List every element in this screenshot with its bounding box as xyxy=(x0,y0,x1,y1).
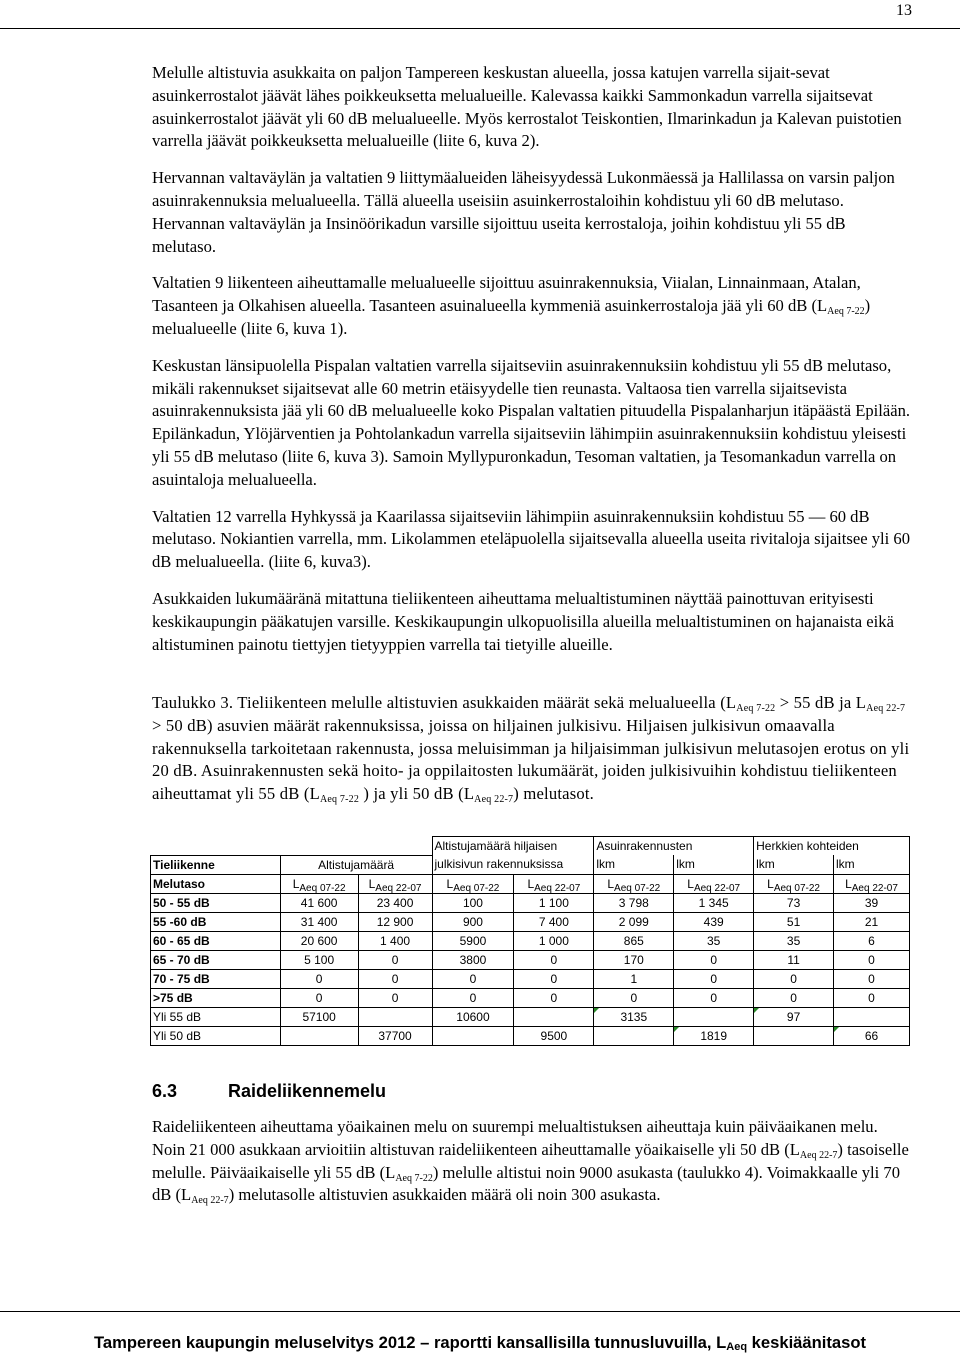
table-cell: 0 xyxy=(514,950,594,969)
table-row xyxy=(151,969,910,988)
page-number: 13 xyxy=(896,2,912,19)
table-row xyxy=(151,988,910,1007)
paragraph: Valtatien 9 liikenteen aiheuttamalle melualueelle sijoittuu asuinrakennuksia, Viialan, Linnainmaan, Atalan, Tasanteen ja Olkahisen alueella. Tasanteen asuinalueella kymmeniä asuinkerrostaloja jää yli 60 dB $(L_{Aeq 7-22})$ melualueelle (liite 6, kuva 1). xyxy=(152,273,871,338)
table-cell: 35 xyxy=(754,931,834,950)
table-cell: 0 xyxy=(432,988,514,1007)
table-cell: 0 xyxy=(358,969,432,988)
table-cell: 865 xyxy=(594,931,674,950)
table-cell: 0 xyxy=(358,950,432,969)
table-header-cell: Altistujamäärä xyxy=(280,855,432,874)
section-paragraph: Raideliikenteen aiheuttama yöaikainen melu on suurempi melualtistuksen aiheuttaja kuin päiväaikanen melu. Noin 21 000 asukkaan arvioitiin altistuvan raideliikenteen aiheuttamalle yöaikaiselle yli 50 dB $(L_{Aeq 22-7})$ tasoiselle melulle. Päiväaikaiselle yli 55 dB $(L_{Aeq 7-22})$ melulle altistui noin 9000 asukasta (taulukko 4). Voimakkaalle yli 70 dB $(L_{Aeq 22-7})$ melutasolle altistuvien asukkaiden määrä oli noin 300 asukasta. xyxy=(152,1117,909,1207)
table-cell: 0 xyxy=(358,988,432,1007)
table-cell: 5900 xyxy=(432,931,514,950)
table-header-cell: julkisivun rakennuksissa xyxy=(432,855,594,874)
header-rule xyxy=(0,28,960,29)
column-group-header: Asuinrakennusten xyxy=(594,837,754,856)
section-number: 6.3 xyxy=(152,1081,178,1101)
paragraph: Hervannan valtaväylän ja valtatien 9 liittymäalueiden läheisyydessä Lukonmäessä ja Hallilassa on varsin paljon asuinrakennuksia melualueella. Tällä alueella useisiin asuinkerrostaloihin kohdistuu yli 60 dB melutaso. Hervannan valtaväylän ja Insinöörikadun varsille sijoittuu useita kerrostaloja, joihin kohdistuu yli 55 dB melutaso. xyxy=(152,168,895,256)
table-cell: 0 xyxy=(432,969,514,988)
table-cell xyxy=(674,1007,754,1026)
table-cell: 10600 xyxy=(432,1007,514,1026)
footer-rule xyxy=(0,1311,960,1312)
table-cell: 5 100 xyxy=(280,950,358,969)
table-cell: 439 xyxy=(674,912,754,931)
table-cell: 1 100 xyxy=(514,893,594,912)
table-row xyxy=(151,950,910,969)
table-cell: 0 xyxy=(594,988,674,1007)
table-header-row xyxy=(151,874,910,893)
table-cell: 37700 xyxy=(358,1026,432,1045)
table-cell: 2 099 xyxy=(594,912,674,931)
table-cell xyxy=(594,1026,674,1045)
table-cell: 31 400 xyxy=(280,912,358,931)
table-cell: 12 900 xyxy=(358,912,432,931)
table-cell: 35 xyxy=(674,931,754,950)
table-cell: 66 xyxy=(834,1026,910,1045)
table-cell: 3135 xyxy=(594,1007,674,1026)
table-cell: 3800 xyxy=(432,950,514,969)
row-label: >75 dB xyxy=(151,988,281,1007)
table-header-cell: lkm xyxy=(594,855,674,874)
table-cell xyxy=(514,1007,594,1026)
table-header-cell: lkm xyxy=(754,855,834,874)
table-cell: 170 xyxy=(594,950,674,969)
table-cell: 900 xyxy=(432,912,514,931)
table-cell: 23 400 xyxy=(358,893,432,912)
table-caption: Taulukko 3. Tieliikenteen melulle altistuvien asukkaiden määrät sekä melualueella ($L_{Aeq 7-22} > 55$ dB ja $L_{Aeq 22-7} > 50$ dB) asuvien määrät rakennuksissa, joissa on hiljainen julkisivu. Hiljaisen julkisivun omaavalla rakennuksella tarkoitetaan rakennusta, jossa meluisimman ja hiljaisimman julkisivun melutasojen erotus on yli 20 dB. Asuinrakennusten sekä hoito- ja oppilaitosten lukumäärät, joiden julkisivuihin kohdistuu tieliikenteen aiheuttamat yli 55 dB ($L_{Aeq 7-22}$ ) ja yli 50 dB $(L_{Aeq 22-7})$ melutasot. xyxy=(152,693,910,806)
table-row xyxy=(151,912,910,931)
table-cell: 0 xyxy=(834,988,910,1007)
table-cell: 97 xyxy=(754,1007,834,1026)
table-cell: 0 xyxy=(834,969,910,988)
row-label: 70 - 75 dB xyxy=(151,969,281,988)
table-cell: Yli 55 dB xyxy=(151,1007,281,1026)
table-cell: 0 xyxy=(280,969,358,988)
table-cell: 100 xyxy=(432,893,514,912)
table-header-cell: Tieliikenne xyxy=(151,855,281,874)
column-group-header: Altistujamäärä hiljaisen xyxy=(432,837,594,856)
row-label: 65 - 70 dB xyxy=(151,950,281,969)
table-cell: 0 xyxy=(280,988,358,1007)
table-cell: 0 xyxy=(514,969,594,988)
section-heading xyxy=(152,1081,386,1102)
table-cell xyxy=(834,1007,910,1026)
table-cell: 57100 xyxy=(280,1007,358,1026)
table-cell: 51 xyxy=(754,912,834,931)
table-row xyxy=(151,1007,910,1026)
table-row xyxy=(151,1026,910,1045)
section-title: Raideliikennemelu xyxy=(228,1081,387,1101)
table-cell: 0 xyxy=(754,988,834,1007)
table-cell: 0 xyxy=(674,969,754,988)
table-cell: 11 xyxy=(754,950,834,969)
table-header-cell: $L_{Aeq 07-22}$ xyxy=(432,874,514,893)
table-cell: 6 xyxy=(834,931,910,950)
table-header-cell: lkm xyxy=(834,855,910,874)
table-header-cell: $L_{Aeq 07-22}$ xyxy=(594,874,674,893)
noise-exposure-table xyxy=(150,836,910,1046)
table-cell: 73 xyxy=(754,893,834,912)
table-cell: 41 600 xyxy=(280,893,358,912)
table-cell: 1 000 xyxy=(514,931,594,950)
table-cell: 1 xyxy=(594,969,674,988)
table-cell: 39 xyxy=(834,893,910,912)
column-group-header: Herkkien kohteiden xyxy=(754,837,910,856)
row-label: 60 - 65 dB xyxy=(151,931,281,950)
table-cell: 21 xyxy=(834,912,910,931)
body-text xyxy=(152,62,912,670)
table-header-row xyxy=(151,837,910,856)
page-footer: Tampereen kaupungin meluselvitys 2012 – raportti kansallisilla tunnusluvuilla, $L_{Aeq}$ keskiäänitasot xyxy=(93,1333,867,1353)
table-cell: 0 xyxy=(514,988,594,1007)
table-cell: 1819 xyxy=(674,1026,754,1045)
table-cell: 7 400 xyxy=(514,912,594,931)
table-header-cell: $L_{Aeq 22-07}$ xyxy=(358,874,432,893)
table-cell xyxy=(280,1026,358,1045)
table-cell: 9500 xyxy=(514,1026,594,1045)
table-row xyxy=(151,893,910,912)
table-cell: 1 345 xyxy=(674,893,754,912)
row-label: 55 -60 dB xyxy=(151,912,281,931)
table-body xyxy=(151,893,910,1007)
table-cell xyxy=(754,1026,834,1045)
table-cell: 0 xyxy=(674,988,754,1007)
table-header-cell: Melutaso xyxy=(151,874,281,893)
paragraph: Valtatien 12 varrella Hyhkyssä ja Kaarilassa sijaitseviin lähimpiin asuinrakennuksiin kohdistuu 55 — 60 dB melutaso. Nokiantien varrella, mm. Likolammen eteläpuolella sijaitsevalla alueella useita rivitaloja sijaitsee yli 60 dB melualueella. (liite 6, kuva3). xyxy=(152,506,910,572)
table-cell: 3 798 xyxy=(594,893,674,912)
table-cell: 0 xyxy=(754,969,834,988)
table-cell xyxy=(358,1007,432,1026)
table-header-cell: $L_{Aeq 22-07}$ xyxy=(514,874,594,893)
table-cell: 0 xyxy=(674,950,754,969)
table-cell: 20 600 xyxy=(280,931,358,950)
table-cell: 0 xyxy=(834,950,910,969)
row-label: 50 - 55 dB xyxy=(151,893,281,912)
table-header-row xyxy=(151,855,910,874)
paragraph: Melulle altistuvia asukkaita on paljon Tampereen keskustan alueella, jossa katujen varrella sijait-sevat asuinkerrostalot jäävät lähes poikkeuksetta melualueille. Kalevassa kaikki Sammonkadun varrella sijaitsevat asuinkerrostalot jäävät yli 60 dB melualueelle. Myös kerrostalot Teiskontien, Ilmarinkadun ja Kalevan puistotien varrella jäävät poikkeuksetta melualueille (liite 6, kuva 2). xyxy=(152,63,902,151)
paragraph: Keskustan länsipuolella Pispalan valtatien varrella sijaitseviin asuinrakennuksiin kohdistuu yli 55 dB melutaso, mikäli rakennukset sijaitsevat alle 60 metrin etäisyydelle tien reunasta. Valtaosa tien varrella sijaitsevista asuinrakennuksista jää yli 60 dB melualueelle koko Pispalan valtatien pituudella Pispalanharjun itäpäästä Epilään. Epilänkadun, Ylöjärventien ja Pohtolankadun varrella sijaitseviin lähimpiin asuinrakennuksiin kohdistuu yleisesti yli 55 dB melutaso (liite 6, kuva 3). Samoin Myllypuronkadun, Tesoman valtatien, ja Tesomankadun varrella on asuintaloja melualueella. xyxy=(152,355,911,489)
paragraph: Asukkaiden lukumääränä mitattuna tieliikenteen aiheuttama melualtistuminen näyttää painottuvan erityisesti keskikaupungin pääkatujen varsille. Keskikaupungin ulkopuolisilla alueilla melualtistuminen on hajanaista eikä altistuminen painotu tiettyjen tietyyppien varrella tai tietyille alueille. xyxy=(152,588,894,654)
table-header-cell: $L_{Aeq 22-07}$ xyxy=(674,874,754,893)
table-cell xyxy=(432,1026,514,1045)
table-header-cell: $L_{Aeq 22-07}$ xyxy=(834,874,910,893)
table-cell: 1 400 xyxy=(358,931,432,950)
table-header-cell: lkm xyxy=(674,855,754,874)
table-header-cell: $L_{Aeq 07-22}$ xyxy=(280,874,358,893)
table-cell: Yli 50 dB xyxy=(151,1026,281,1045)
table-row xyxy=(151,931,910,950)
table-header-cell: $L_{Aeq 07-22}$ xyxy=(754,874,834,893)
